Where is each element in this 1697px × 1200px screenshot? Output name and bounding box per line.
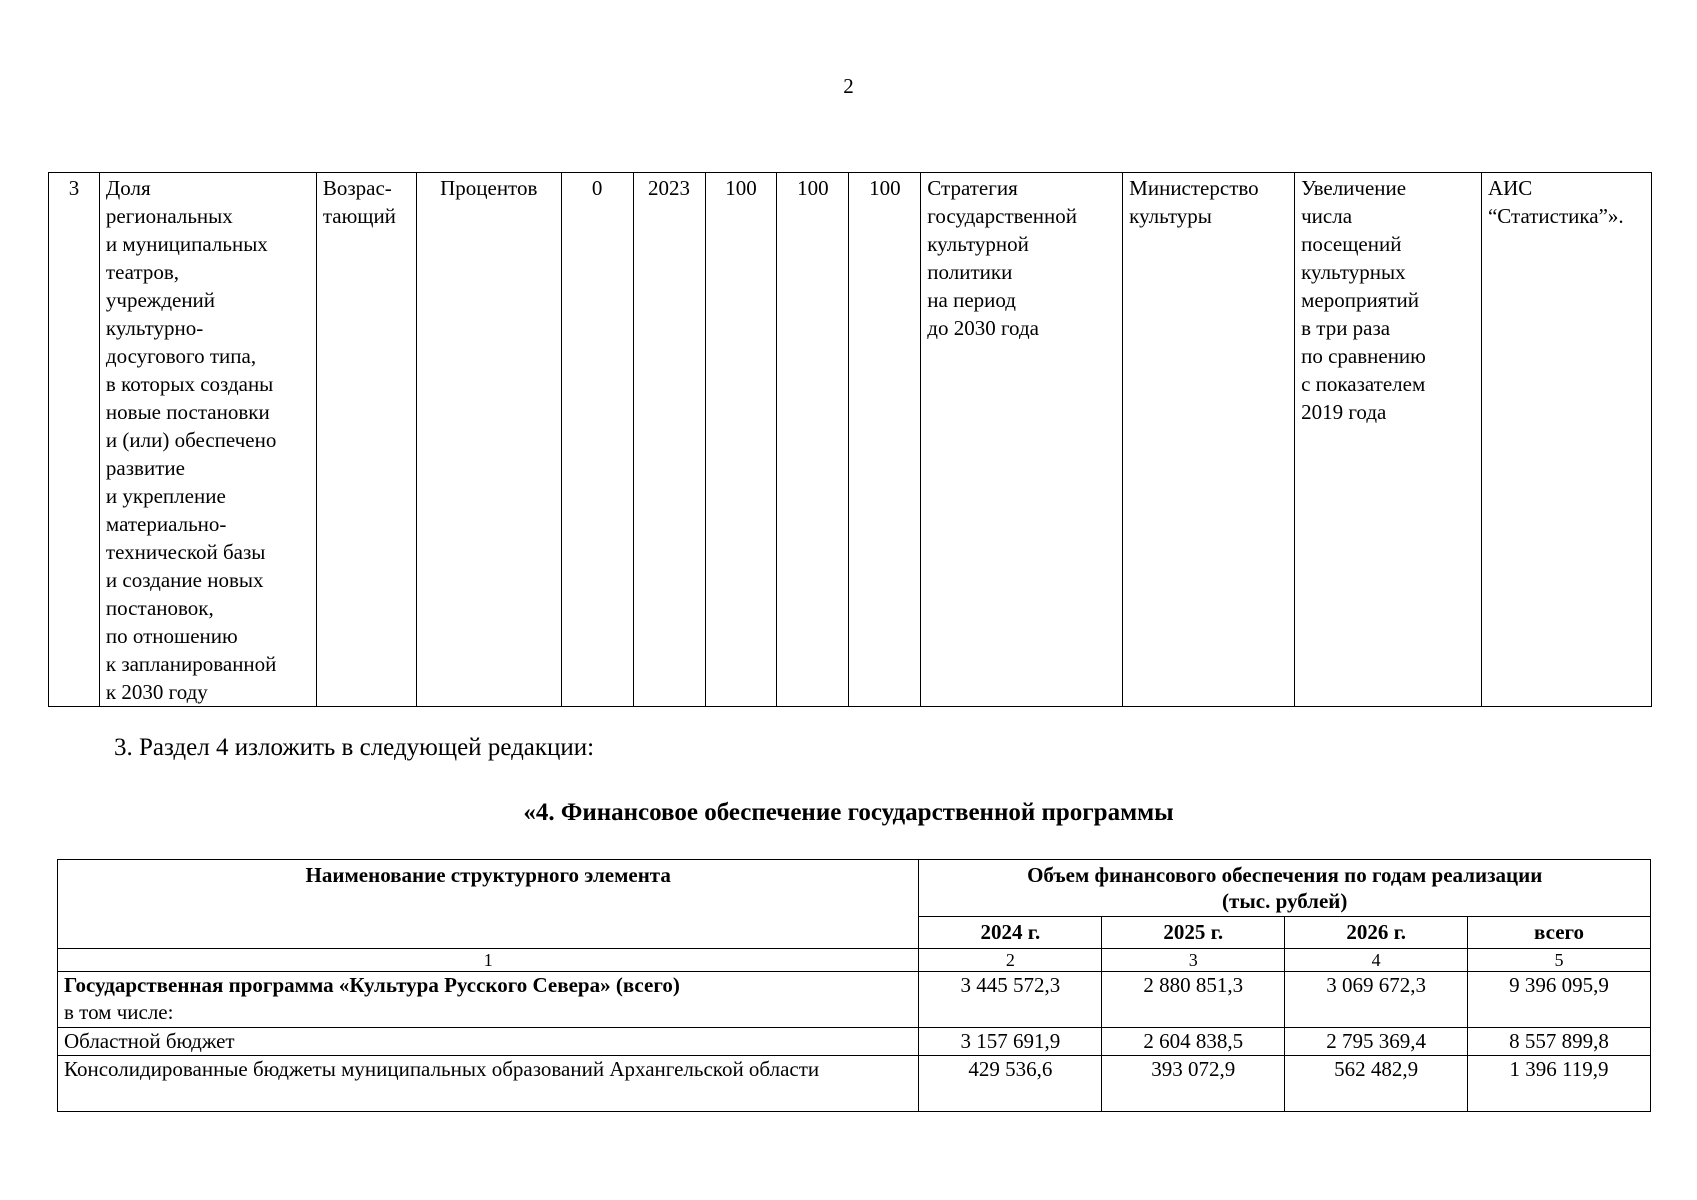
value-cell: 393 072,9 [1102, 1056, 1285, 1112]
header-row [58, 860, 1651, 917]
description-line: развитие [105, 456, 185, 480]
description-line: учреждений [105, 288, 216, 312]
base-value-cell: 0 [561, 173, 633, 707]
value-cell: 3 069 672,3 [1285, 972, 1468, 1028]
system-cell: АИС “Статистика”». [1481, 173, 1651, 707]
value-cell: 3 445 572,3 [919, 972, 1102, 1028]
header-total: всего [1468, 917, 1651, 949]
value-cell: 9 396 095,9 [1468, 972, 1651, 1028]
description-line: и укрепление [105, 484, 226, 508]
description-line: к запланированной [105, 652, 277, 676]
row-name: Областной бюджет [58, 1028, 919, 1056]
description-line: театров, [105, 260, 180, 284]
row-name: Консолидированные бюджеты муниципальных образований Архангельской области [58, 1056, 919, 1112]
financing-table [57, 859, 1651, 1112]
indicator-table [48, 172, 1652, 707]
indicator-description [99, 173, 316, 707]
value-cell: 100 [705, 173, 777, 707]
header-year: 2026 г. [1285, 917, 1468, 949]
base-year-cell: 2023 [633, 173, 705, 707]
instruction-paragraph: 3. Раздел 4 изложить в следующей редакции: [114, 734, 595, 761]
description-line: технической базы [105, 540, 266, 564]
table-row [58, 1056, 1651, 1112]
description-line: по отношению [105, 624, 238, 648]
page-number: 2 [843, 74, 854, 98]
column-index: 4 [1285, 949, 1468, 972]
header-structural-element: Наименование структурного элемента [58, 860, 919, 949]
description-line: и (или) обеспечено [105, 428, 277, 452]
value-cell: 429 536,6 [919, 1056, 1102, 1112]
row-subtitle: в том числе: [64, 1000, 174, 1024]
row-name: Государственная программа «Культура Русского Севера» (всего) [64, 973, 680, 997]
document-cell: Стратегия государственной культурной политики на период до 2030 года [921, 173, 1123, 707]
value-cell: 2 795 369,4 [1285, 1028, 1468, 1056]
column-index: 2 [919, 949, 1102, 972]
description-line: постановок, [105, 596, 214, 620]
description-line: региональных [105, 204, 233, 228]
description-line: Доля [105, 176, 151, 200]
column-index: 3 [1102, 949, 1285, 972]
header-financing-volume: Объем финансового обеспечения по годам реализации (тыс. рублей) [919, 860, 1651, 917]
table-row [49, 173, 1652, 707]
column-index: 5 [1468, 949, 1651, 972]
value-cell: 562 482,9 [1285, 1056, 1468, 1112]
responsible-cell: Министерство культуры [1123, 173, 1295, 707]
value-cell: 2 880 851,3 [1102, 972, 1285, 1028]
column-index-row [58, 949, 1651, 972]
row-number: 3 [49, 173, 100, 707]
description-line: досугового типа, [105, 344, 257, 368]
description-line: материально- [105, 512, 227, 536]
description-line: и создание новых [105, 568, 264, 592]
unit-cell: Процентов [416, 173, 561, 707]
goal-cell: Увеличение числа посещений культурных мероприятий в три раза по сравнению с показателем 2019 года [1295, 173, 1482, 707]
table-row [58, 1028, 1651, 1056]
row-name-cell [58, 972, 919, 1028]
value-cell: 3 157 691,9 [919, 1028, 1102, 1056]
value-cell: 1 396 119,9 [1468, 1056, 1651, 1112]
column-index: 1 [58, 949, 919, 972]
trend-cell: Возрас- тающий [316, 173, 416, 707]
description-line: к 2030 году [105, 680, 208, 704]
value-cell: 8 557 899,8 [1468, 1028, 1651, 1056]
value-cell: 100 [849, 173, 921, 707]
description-line: культурно- [105, 316, 204, 340]
description-line: в которых созданы [105, 372, 274, 396]
table-row [58, 972, 1651, 1028]
description-line: новые постановки [105, 400, 270, 424]
value-cell: 100 [777, 173, 849, 707]
description-line: и муниципальных [105, 232, 268, 256]
header-year: 2025 г. [1102, 917, 1285, 949]
section-title: «4. Финансовое обеспечение государственной программы [523, 799, 1174, 826]
header-year: 2024 г. [919, 917, 1102, 949]
value-cell: 2 604 838,5 [1102, 1028, 1285, 1056]
